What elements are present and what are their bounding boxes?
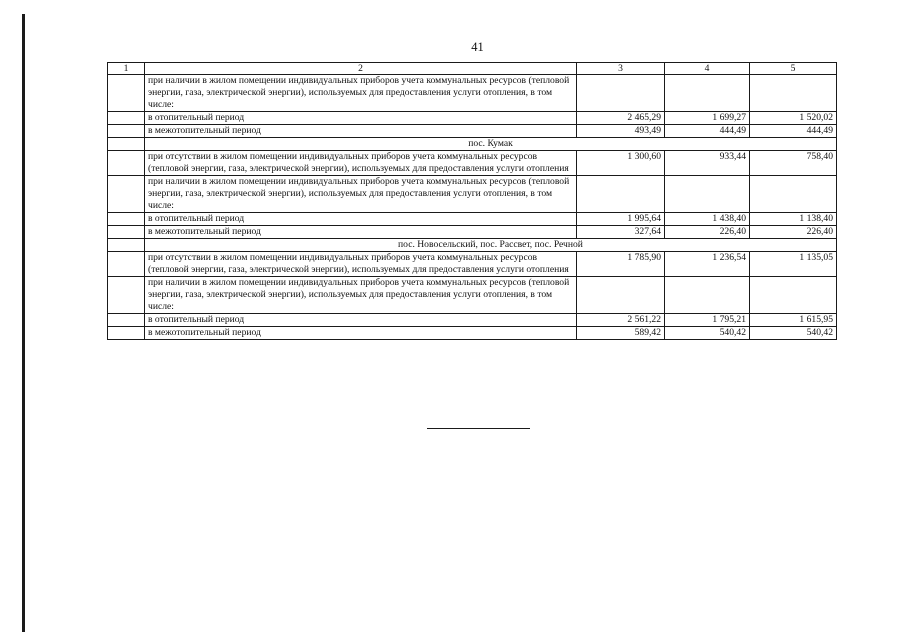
row-index-cell — [108, 151, 145, 176]
tariff-value-col-3: 589,42 — [577, 327, 665, 340]
row-description: при наличии в жилом помещении индивидуальных приборов учета коммунальных ресурсов (тепловой энергии, газа, электрической энергии), используемых для предоставления услуги отопления, в том числе: — [145, 277, 577, 314]
tariff-value-col-4: 1 236,54 — [665, 252, 750, 277]
tariff-value-col-4: 1 795,21 — [665, 314, 750, 327]
table-row — [108, 75, 837, 112]
tariff-value-col-5: 1 138,40 — [750, 213, 837, 226]
column-header-5: 5 — [750, 63, 837, 75]
row-description: при наличии в жилом помещении индивидуальных приборов учета коммунальных ресурсов (тепловой энергии, газа, электрической энергии), используемых для предоставления услуги отопления, в том числе: — [145, 75, 577, 112]
tariff-value-col-3: 327,64 — [577, 226, 665, 239]
settlement-heading: пос. Новосельский, пос. Рассвет, пос. Речной — [145, 239, 837, 252]
row-description: в отопительный период — [145, 213, 577, 226]
table-row — [108, 125, 837, 138]
tariff-value-col-5: 444,49 — [750, 125, 837, 138]
tariff-value-col-3: 1 785,90 — [577, 252, 665, 277]
tariff-value-col-5: 540,42 — [750, 327, 837, 340]
table-row — [108, 213, 837, 226]
tariff-value-col-5 — [750, 277, 837, 314]
row-description: в межотопительный период — [145, 125, 577, 138]
tariff-value-col-4: 933,44 — [665, 151, 750, 176]
row-index-cell — [108, 112, 145, 125]
tariff-value-col-5: 1 615,95 — [750, 314, 837, 327]
tariff-value-col-5: 1 520,02 — [750, 112, 837, 125]
row-index-cell — [108, 176, 145, 213]
tariff-value-col-3: 2 465,29 — [577, 112, 665, 125]
column-header-4: 4 — [665, 63, 750, 75]
tariff-value-col-5 — [750, 75, 837, 112]
table-row — [108, 176, 837, 213]
scan-edge-line — [22, 14, 25, 632]
tariff-value-col-3 — [577, 176, 665, 213]
closing-rule — [427, 428, 530, 429]
row-index-cell — [108, 213, 145, 226]
tariff-value-col-5 — [750, 176, 837, 213]
row-description: в отопительный период — [145, 314, 577, 327]
tariff-value-col-5: 1 135,05 — [750, 252, 837, 277]
table-row — [108, 327, 837, 340]
row-index-cell — [108, 252, 145, 277]
row-index-cell — [108, 226, 145, 239]
row-index-cell — [108, 125, 145, 138]
settlement-heading: пос. Кумак — [145, 138, 837, 151]
tariff-value-col-4 — [665, 277, 750, 314]
tariff-value-col-3: 1 300,60 — [577, 151, 665, 176]
row-index-cell — [108, 327, 145, 340]
tariff-value-col-4: 540,42 — [665, 327, 750, 340]
table-row — [108, 112, 837, 125]
row-description: при отсутствии в жилом помещении индивидуальных приборов учета коммунальных ресурсов (тепловой энергии, газа, электрической энергии), используемых для предоставления услуги отопления — [145, 252, 577, 277]
row-index-cell — [108, 75, 145, 112]
table-row — [108, 277, 837, 314]
table-row — [108, 314, 837, 327]
tariff-value-col-4: 226,40 — [665, 226, 750, 239]
tariff-value-col-4: 1 699,27 — [665, 112, 750, 125]
tariff-value-col-3: 2 561,22 — [577, 314, 665, 327]
table-header-row — [108, 63, 837, 75]
row-index-cell — [108, 138, 145, 151]
tariff-value-col-5: 226,40 — [750, 226, 837, 239]
row-index-cell — [108, 314, 145, 327]
row-description: при отсутствии в жилом помещении индивидуальных приборов учета коммунальных ресурсов (тепловой энергии, газа, электрической энергии), используемых для предоставления услуги отопления — [145, 151, 577, 176]
column-header-1: 1 — [108, 63, 145, 75]
tariff-value-col-4 — [665, 176, 750, 213]
column-header-3: 3 — [577, 63, 665, 75]
row-description: при наличии в жилом помещении индивидуальных приборов учета коммунальных ресурсов (тепловой энергии, газа, электрической энергии), используемых для предоставления услуги отопления, в том числе: — [145, 176, 577, 213]
row-index-cell — [108, 277, 145, 314]
table-row — [108, 151, 837, 176]
tariff-value-col-4: 1 438,40 — [665, 213, 750, 226]
table-row — [108, 226, 837, 239]
row-description: в межотопительный период — [145, 226, 577, 239]
tariff-value-col-3 — [577, 75, 665, 112]
column-header-2: 2 — [145, 63, 577, 75]
tariff-value-col-5: 758,40 — [750, 151, 837, 176]
page-number: 41 — [471, 40, 484, 54]
tariff-value-col-4 — [665, 75, 750, 112]
tariff-value-col-3: 493,49 — [577, 125, 665, 138]
table-row — [108, 252, 837, 277]
tariff-table-body — [108, 63, 837, 340]
tariff-value-col-3: 1 995,64 — [577, 213, 665, 226]
tariff-value-col-3 — [577, 277, 665, 314]
row-index-cell — [108, 239, 145, 252]
section-row — [108, 239, 837, 252]
tariff-table — [107, 62, 837, 340]
row-description: в отопительный период — [145, 112, 577, 125]
section-row — [108, 138, 837, 151]
tariff-value-col-4: 444,49 — [665, 125, 750, 138]
row-description: в межотопительный период — [145, 327, 577, 340]
